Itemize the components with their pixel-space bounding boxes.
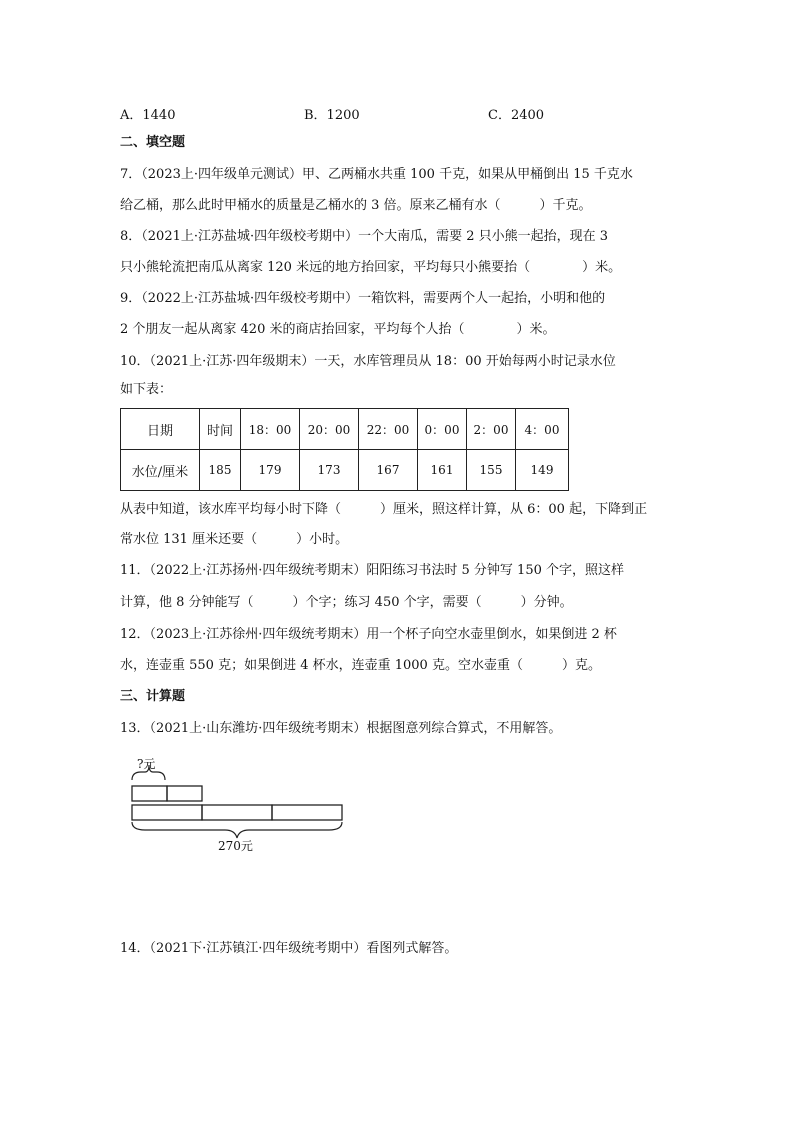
option-b: B．1200 [304,108,360,123]
top-bar-segment [167,786,202,801]
table-cell: 18：00 [241,409,300,450]
table-cell: 日期 [121,409,200,450]
table-cell: 155 [467,450,516,491]
option-c: C．2400 [488,108,545,123]
question-12-line-1: 12．（2023上·江苏徐州·四年级统考期末）用一个杯子向空水壶里倒水，如果倒进 2 杯 [120,627,617,642]
table-cell: 22：00 [359,409,418,450]
top-bar-segment [132,786,167,801]
question-7-line-2: 给乙桶，那么此时甲桶水的质量是乙桶水的 3 倍。原来乙桶有水（ ）千克。 [120,198,592,213]
question-11-line-2: 计算，他 8 分钟能写（ ）个字；练习 450 个字，需要（ ）分钟。 [120,595,573,610]
section-heading-fill-blank: 二、填空题 [120,135,186,150]
bottom-brace-label: 270元 [218,839,253,853]
table-cell: 179 [241,450,300,491]
table-cell: 时间 [200,409,241,450]
question-10-line-2: 如下表： [120,382,173,397]
table-cell: 0：00 [418,409,467,450]
table-cell: 20：00 [300,409,359,450]
question-13: 13．（2021上·山东潍坊·四年级统考期末）根据图意列综合算式，不用解答。 [120,721,562,736]
question-9-line-2: 2 个朋友一起从离家 420 米的商店抬回家，平均每个人抬（ ）米。 [120,322,556,337]
question-9-line-1: 9．（2022上·江苏盐城·四年级校考期中）一箱饮料，需要两个人一起抬，小明和他的 [120,291,606,306]
question-10-line-1: 10．（2021上·江苏·四年级期末）一天，水库管理员从 18：00 开始每两小时记录水位 [120,354,616,369]
question-14: 14．（2021下·江苏镇江·四年级统考期中）看图列式解答。 [120,941,458,956]
table-cell: 185 [200,450,241,491]
table-cell: 173 [300,450,359,491]
question-7-line-1: 7．（2023上·四年级单元测试）甲、乙两桶水共重 100 千克，如果从甲桶倒出 15 千克水 [120,167,633,182]
table-row [121,409,569,450]
table-cell: 4：00 [516,409,569,450]
bottom-bar-segment [272,805,342,820]
question-8-line-2: 只小熊轮流把南瓜从离家 120 米远的地方抬回家，平均每只小熊要抬（ ）米。 [120,260,622,275]
table-cell: 149 [516,450,569,491]
question-12-line-2: 水，连壶重 550 克；如果倒进 4 杯水，连壶重 1000 克。空水壶重（ ）克。 [120,658,601,673]
question-10-line-4: 常水位 131 厘米还要（ ）小时。 [120,532,349,547]
option-a: A．1440 [120,108,176,123]
table-row [121,450,569,491]
question-8-line-1: 8．（2021上·江苏盐城·四年级校考期中）一个大南瓜，需要 2 只小熊一起抬，现在 3 [120,229,609,244]
bottom-bar-segment [202,805,272,820]
bottom-bar-segment [132,805,202,820]
water-level-table [120,408,569,491]
table-cell: 167 [359,450,418,491]
bottom-brace [132,822,342,838]
table-cell: 161 [418,450,467,491]
top-brace-label: ?元 [137,757,156,771]
table-cell: 水位/厘米 [121,450,200,491]
question-10-line-3: 从表中知道，该水库平均每小时下降（ ）厘米，照这样计算，从 6：00 起，下降到正 [120,502,648,517]
table-cell: 2：00 [467,409,516,450]
section-heading-calculation: 三、计算题 [120,689,186,704]
question-11-line-1: 11．（2022上·江苏扬州·四年级统考期末）阳阳练习书法时 5 分钟写 150 个字，照这样 [120,563,625,578]
